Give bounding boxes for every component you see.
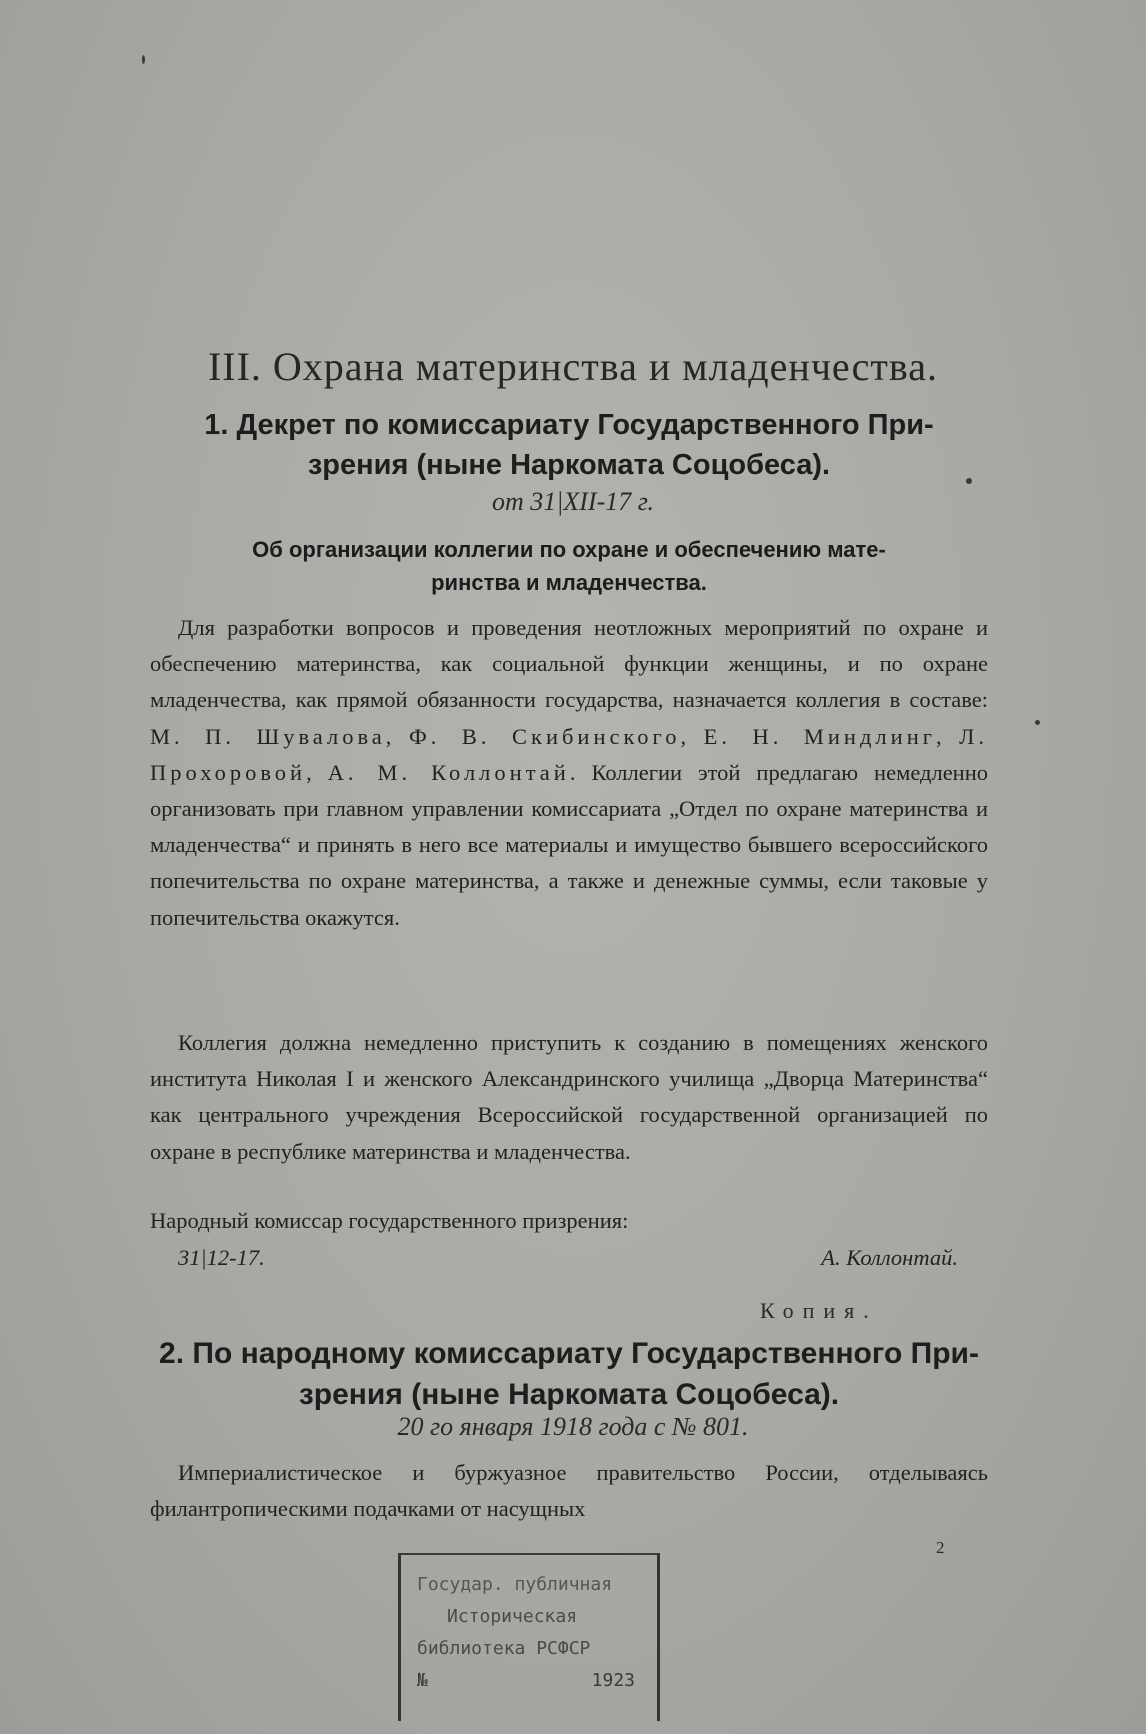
decree-1-heading — [150, 405, 988, 485]
decree-1-subtitle — [150, 533, 988, 599]
signature-row — [178, 1245, 958, 1271]
signature-date: 31|12-17. — [178, 1245, 265, 1270]
decree-2-paragraph: Империалистическое и буржуазное правительство России, отделываясь филантропическими подачками от насущных — [150, 1460, 988, 1522]
decree-1-date: от 31|XII-17 г. — [491, 487, 655, 516]
paragraph-1-text-a: Для разработки вопросов и проведения неотложных мероприятий по охране и обеспечению материнства, как социальной функции женщины, и по охране младенчества, как прямой обязанности государства, назначается коллегия в составе: — [150, 615, 988, 713]
page-number: 2 — [936, 1538, 945, 1557]
decree-2-date: 20 го января 1918 года с № 801. — [397, 1412, 749, 1441]
decree-1-heading-line1: 1. Декрет по комиссариату Государственного При- — [204, 409, 934, 441]
decree-1-subtitle-line2: ринства и младенчества. — [431, 570, 707, 595]
library-stamp — [398, 1553, 660, 1721]
member-name-3: Е. Н. Миндлинг — [703, 723, 936, 749]
stamp-line-2: Историческая — [447, 1606, 578, 1627]
decree-1-subtitle-line1: Об организации коллегии по охране и обеспечению мате- — [252, 537, 886, 562]
decree-2-heading-line1: 2. По народному комиссариату Государственного При- — [159, 1337, 979, 1370]
stamp-year: 1923 — [591, 1670, 635, 1691]
member-name-4: Л. Прохоровой — [150, 723, 988, 785]
decree-1-paragraph-1: Для разработки вопросов и проведения неотложных мероприятий по охране и обеспечению материнства, как социальной функции женщины, и по охране младенчества, как прямой обязанности государства, назначается коллегия в составе: М. П. Шувалова, Ф. В. Скибинского, Е. Н. Миндлинг, Л. Прохоровой, А. М. Коллонтай. Коллегии этой предлагаю немедленно организовать при главном управлении комиссариата „Отдел по охране материнства и младенчества“ и принять в него все материалы и имущество бывшего всероссийского попечительства по охране материнства, а также и денежные суммы, если таковые у попечительства окажутся. — [150, 615, 989, 930]
member-name-1: М. П. Шувалова — [150, 723, 386, 749]
member-name-5: А. М. Коллонтай — [327, 759, 570, 785]
print-speck — [1035, 720, 1040, 725]
stamp-line-4 — [417, 1665, 649, 1697]
copy-label: Копия. — [760, 1298, 878, 1323]
signatory-title: Народный комиссар государственного призрения: — [150, 1208, 629, 1233]
decree-1-heading-line2: зрения (ныне Наркомата Соцобеса). — [307, 449, 831, 481]
stamp-line-3: библиотека РСФСР — [417, 1638, 591, 1659]
section-title: III. Охрана материнства и младенчества. — [207, 344, 939, 389]
print-speck — [142, 55, 145, 64]
signature-name: А. Коллонтай. — [821, 1245, 958, 1270]
print-speck — [966, 478, 972, 484]
decree-2-heading — [150, 1333, 988, 1415]
member-name-2: Ф. В. Скибинского — [408, 723, 681, 749]
stamp-number-sign: № — [417, 1670, 428, 1691]
stamp-line-1: Государ. публичная — [417, 1574, 613, 1595]
paragraph-1-text-b: Коллегии этой предлагаю немедленно организовать при главном управлении комиссариата „Отдел по охране материнства и младенчества“ и принять в него все материалы и имущество бывшего всероссийского попечительства по охране материнства, а также и денежные суммы, если таковые у попечительства окажутся. — [150, 759, 989, 930]
decree-2-heading-line2: зрения (ныне Наркомата Соцобеса). — [298, 1378, 840, 1411]
decree-1-paragraph-2: Коллегия должна немедленно приступить к созданию в помещениях женского института Николая I и женского Александринского училища „Дворца Материнства“ как центрального учреждения Всероссийской государственной организацией по охране в республике материнства и младенчества. — [150, 1030, 988, 1164]
